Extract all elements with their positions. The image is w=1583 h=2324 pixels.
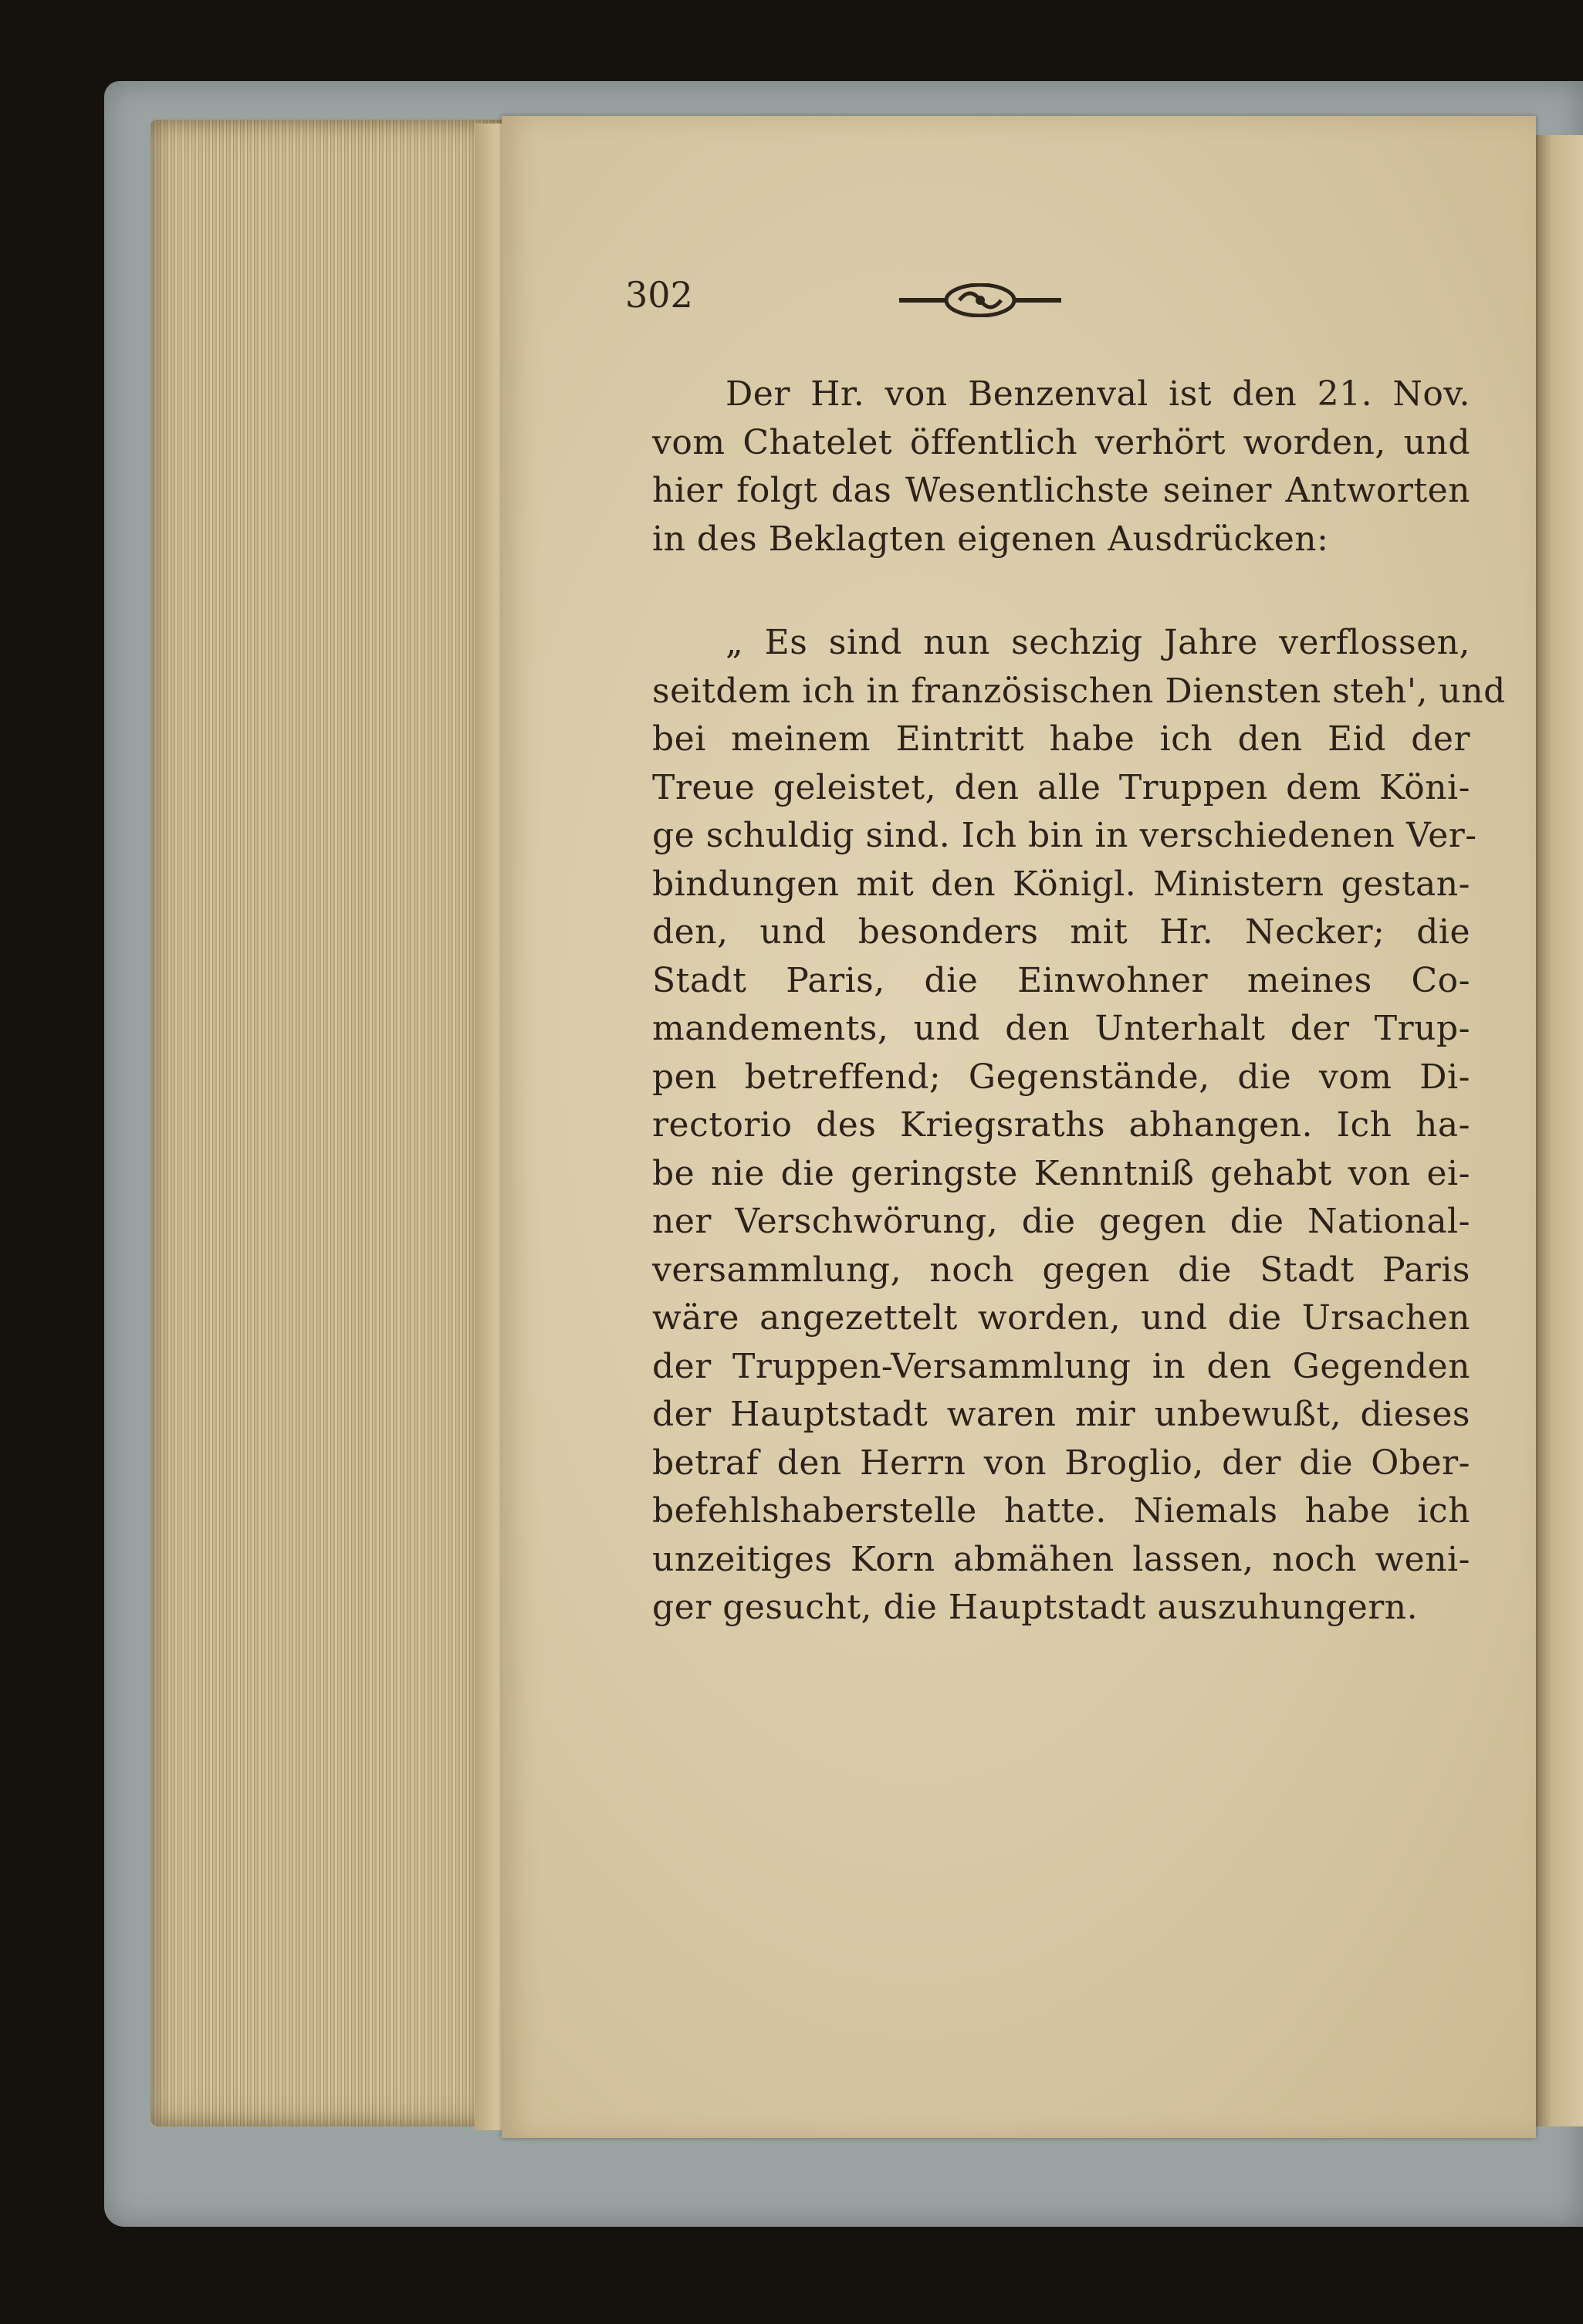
- paragraph-gap: [652, 563, 1470, 619]
- text-line: Der Hr. von Benzenval ist den 21. Nov.: [726, 374, 1470, 414]
- text-line: der Truppen-Versammlung in den Gegenden: [652, 1346, 1470, 1386]
- text-line: mandements, und den Unterhalt der Trup-: [652, 1009, 1470, 1048]
- text-line: den, und besonders mit Hr. Necker; die: [652, 912, 1470, 952]
- text-line: bindungen mit den Königl. Ministern gestan-: [652, 864, 1470, 904]
- text-line: hier folgt das Wesentlichste seiner Antworten: [652, 471, 1470, 510]
- text-line: bei meinem Eintritt habe ich den Eid der: [652, 719, 1470, 759]
- text-line: ner Verschwörung, die gegen die National-: [652, 1202, 1470, 1241]
- text-line: betraf den Herrn von Broglio, der die Ober-: [652, 1443, 1470, 1483]
- text-line: pen betreffend; Gegenstände, die vom Di-: [652, 1057, 1470, 1097]
- text-line: vom Chatelet öffentlich verhört worden, und: [652, 422, 1470, 462]
- page-number: 302: [625, 274, 693, 316]
- page-header: [625, 274, 1412, 328]
- page-stack-edge: [151, 120, 506, 2126]
- facing-page-edge: [1536, 135, 1583, 2126]
- text-line: in des Beklagten eigenen Ausdrücken:: [652, 519, 1329, 559]
- decorative-ornament-icon: [899, 283, 1061, 317]
- text-line: be nie die geringste Kenntniß gehabt von ei-: [652, 1153, 1470, 1193]
- text-line: versammlung, noch gegen die Stadt Paris: [652, 1250, 1470, 1290]
- text-line: befehlshaberstelle hatte. Niemals habe ich: [652, 1491, 1470, 1531]
- text-line: wäre angezettelt worden, und die Ursachen: [652, 1298, 1470, 1338]
- text-line: „ Es sind nun sechzig Jahre verflossen,: [726, 623, 1470, 662]
- text-line: rectorio des Kriegsraths abhangen. Ich ha-: [652, 1105, 1470, 1145]
- body-text: [652, 370, 1506, 1632]
- text-line: der Hauptstadt waren mir unbewußt, dieses: [652, 1395, 1470, 1434]
- text-line: Treue geleistet, den alle Truppen dem Köni-: [652, 767, 1470, 807]
- text-line: unzeitiges Korn abmähen lassen, noch weni-: [652, 1539, 1470, 1579]
- text-line: ge schuldig sind. Ich bin in verschiedenen Ver-: [652, 816, 1477, 855]
- text-line: seitdem ich in französischen Diensten steh', und: [652, 671, 1506, 711]
- text-line: ger gesucht, die Hauptstadt auszuhungern.: [652, 1588, 1419, 1627]
- text-line: Stadt Paris, die Einwohner meines Co-: [652, 960, 1470, 1000]
